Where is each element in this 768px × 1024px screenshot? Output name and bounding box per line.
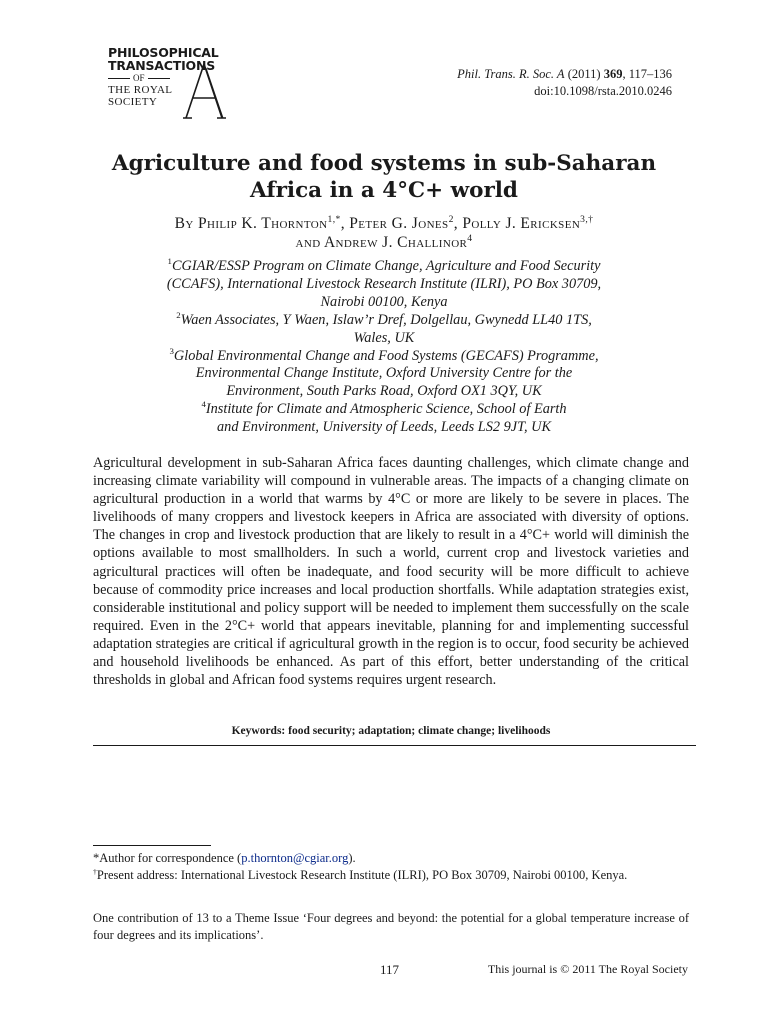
journal-pages: , 117–136: [622, 67, 672, 81]
authors-line-1: [80, 214, 688, 233]
copyright-notice: This journal is © 2011 The Royal Society: [487, 962, 688, 976]
affiliation-line: Nairobi 00100, Kenya: [320, 293, 448, 310]
page-number: 117: [380, 962, 400, 977]
paper-title: [80, 150, 688, 204]
theme-issue-note: One contribution of 13 to a Theme Issue ‘Four degrees and beyond: the potential for a global temperature increase of four degrees and its implications’.: [93, 911, 689, 942]
author-name: Peter G. Jones: [349, 215, 449, 232]
affiliation-text: Institute for Climate and Atmospheric Science, School of Earth: [205, 401, 567, 418]
correspondence-note: [93, 850, 689, 867]
journal-year: (2011): [567, 67, 601, 81]
author-name: Andrew J. Challinor: [323, 234, 468, 251]
logo-text-society: SOCIETY: [108, 96, 158, 108]
affiliation-number: 4: [201, 399, 206, 410]
author-name: Polly J. Ericksen: [462, 215, 581, 232]
logo-rule-right: [148, 78, 170, 79]
journal-citation-line: [457, 66, 672, 83]
keywords: Keywords: food security; adaptation; climate change; livelihoods: [231, 725, 551, 737]
author-list: [80, 214, 688, 252]
doi: doi:10.1098/rsta.2010.0246: [534, 84, 672, 98]
by-word: By: [174, 215, 198, 232]
logo-rule-left: [108, 78, 130, 79]
author-name: Philip K. Thornton: [197, 215, 328, 232]
affiliation-number: 2: [176, 309, 181, 320]
journal-reference: [457, 66, 672, 100]
logo-text-philosophical: PHILOSOPHICAL: [108, 45, 219, 60]
affiliation-text: CGIAR/ESSP Program on Climate Change, Agriculture and Food Security: [171, 258, 601, 274]
author-separator: ,: [453, 215, 463, 232]
journal-volume: 369: [603, 67, 623, 81]
title-line-1: Agriculture and food systems in sub-Saharan: [111, 151, 657, 176]
logo-text-the-royal: THE ROYAL: [108, 84, 173, 96]
correspondence-email-link[interactable]: p.thornton@cgiar.org: [241, 851, 349, 865]
author-affiliation-mark: 3,†: [580, 213, 594, 225]
affiliation-line: [80, 258, 688, 276]
present-address-text: Present address: International Livestock Research Institute (ILRI), PO Box 30709, Nairobi 00100, Kenya.: [96, 867, 628, 882]
affiliation-number: 1: [167, 256, 172, 267]
affiliation-line: Environmental Change Institute, Oxford University Centre for the: [195, 365, 573, 382]
affiliation-line: [80, 309, 688, 330]
author-affiliation-mark: 2: [448, 213, 454, 225]
author-affiliation-mark: 1,*: [327, 213, 341, 225]
footnotes: [93, 850, 689, 883]
affiliation-line: Wales, UK: [353, 329, 415, 346]
affiliation-text: Global Environmental Change and Food Systems (GECAFS) Programme,: [173, 347, 599, 364]
affiliation-number: 3: [169, 345, 174, 356]
affiliations: [80, 258, 688, 437]
footnote-divider: [93, 845, 211, 846]
affiliation: [80, 258, 688, 312]
logo-text-transactions: TRANSACTIONS: [108, 58, 216, 73]
correspondence-label: *Author for correspondence (: [93, 851, 242, 865]
section-divider: [93, 745, 696, 746]
affiliation-text: Waen Associates, Y Waen, Islaw’r Dref, Dolgellau, Gwynedd LL40 1TS,: [180, 311, 592, 328]
and-word: and: [295, 234, 324, 251]
affiliation-line: and Environment, University of Leeds, Leeds LS2 9JT, UK: [217, 419, 551, 436]
affiliation-line: [80, 401, 688, 419]
title-line-2: Africa in a 4°C+ world: [250, 178, 518, 203]
present-address-note: [93, 867, 689, 884]
affiliation-line: Environment, South Parks Road, Oxford OX1 3QY, UK: [226, 383, 542, 400]
authors-line-2: [80, 233, 688, 252]
journal-logo: [108, 46, 238, 122]
affiliation: [80, 345, 688, 402]
author-affiliation-mark: 4: [467, 232, 473, 244]
affiliation-line: [80, 345, 688, 366]
affiliation: [80, 309, 688, 348]
abstract: Agricultural development in sub-Saharan Africa faces daunting challenges, which climate change and increasing climate variability will compound in vulnerable areas. The impacts of a changing climate on agricultural production in a world that warms by 4°C or more are likely to be severe in places. The livelihoods of many croppers and livestock keepers in Africa are associated with diversity of options. The changes in crop and livestock production that are likely to result in a 4°C+ world will diminish the options available to most smallholders. In such a world, current crop and livestock varieties and agricultural practices will often be inadequate, and food security will be more difficult to achieve because of commodity price increases and local production shortfalls. While adaptation strategies exist, considerable institutional and policy support will be needed to implement them successfully on the scale required. Even in the 2°C+ world that appears inevitable, planning for and implementing successful adaptation strategies are critical if agricultural growth in the region is to occur, food security be achieved and household livelihoods be enhanced. As part of this effort, better understanding of the critical thresholds in global and African food systems requires urgent research.: [93, 455, 689, 689]
correspondence-suffix: ).: [348, 851, 356, 865]
affiliation: [80, 401, 688, 437]
dagger-mark: †: [93, 866, 97, 876]
journal-name: Phil. Trans. R. Soc. A: [457, 67, 565, 81]
logo-letter-a-icon: [182, 62, 226, 120]
author-separator: ,: [340, 215, 350, 232]
affiliation-line: (CCAFS), International Livestock Research Institute (ILRI), PO Box 30709,: [166, 275, 602, 292]
logo-of-word: OF: [133, 73, 145, 83]
